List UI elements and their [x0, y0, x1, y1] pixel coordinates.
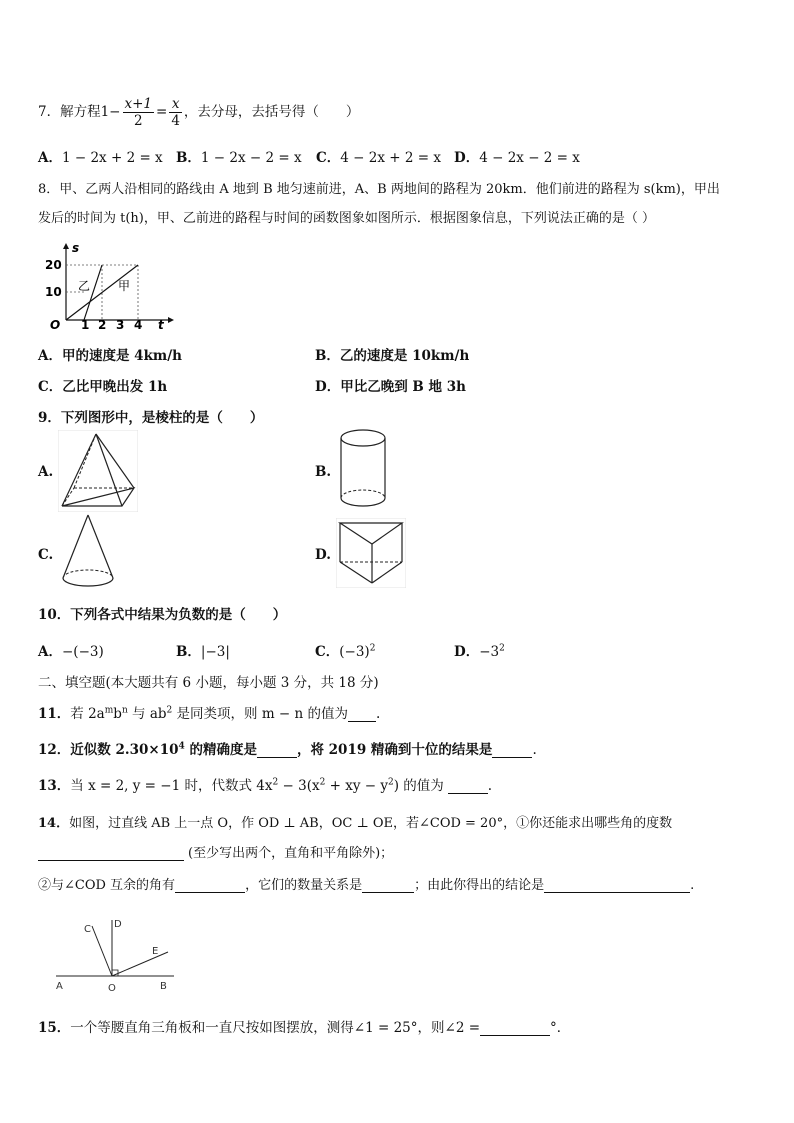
q10-stem	[38, 603, 286, 623]
q15-part2: °．	[550, 1020, 571, 1036]
q7-suffix: ，去分母，去括号得（ ）	[183, 104, 360, 120]
q9-option-a-label[interactable]: A.	[38, 464, 54, 480]
q7-option-c-label: C．	[316, 150, 341, 166]
q14-line-3	[38, 874, 694, 893]
q10-option-d-text: −3	[479, 644, 500, 660]
q8-jia-label: 甲	[118, 279, 131, 293]
q7-prefix: 解方程	[60, 104, 101, 120]
q11-part5: .	[376, 706, 381, 722]
q10-option-d-label: D．	[454, 644, 480, 660]
q11-sup-n: n	[121, 705, 128, 716]
q13-part1: 当 x = 2, y = −1 时，代数式 4x	[70, 778, 273, 794]
q10-option-b-text: |−3|	[200, 644, 230, 660]
q13-sup-b: 2	[319, 777, 326, 788]
q7-option-a[interactable]	[38, 146, 163, 166]
q12-answer-blank-1[interactable]	[257, 743, 297, 758]
q7-stem	[38, 96, 359, 129]
q8-ytick-20: 20	[45, 258, 62, 272]
q11-part2: b	[113, 706, 122, 722]
q14-answer-blank-2[interactable]	[175, 878, 245, 893]
q7-option-d[interactable]	[454, 146, 580, 166]
q7-fraction-1	[123, 96, 155, 129]
q8-s-label: s	[72, 241, 80, 255]
q12-part3: ，将 2019 精确到十位的结果是	[296, 742, 493, 758]
q13-answer-blank[interactable]	[448, 779, 488, 794]
q14-figure	[50, 912, 180, 994]
q14-line3-part-b: ，它们的数量关系是	[245, 878, 363, 893]
q9-stem-text: 下列图形中，是棱柱的是（ ）	[60, 410, 264, 426]
q7-option-a-text: 1 − 2x + 2 = x	[61, 150, 163, 166]
q11-part4: 是同类项，则 m − n 的值为	[172, 706, 349, 722]
q10-option-b[interactable]	[176, 640, 230, 660]
q13-line	[38, 774, 492, 794]
q15-part1: 一个等腰直角三角板和一直尺按如图摆放，测得∠1 = 25°，则∠2 =	[70, 1020, 481, 1036]
q15-line	[38, 1016, 570, 1036]
q10-option-c-sup: 2	[369, 643, 376, 654]
pyramid-figure	[58, 430, 138, 512]
q10-number: 10．	[38, 607, 71, 623]
q10-stem-text: 下列各式中结果为负数的是（ ）	[70, 607, 287, 623]
q7-option-a-label: A．	[38, 150, 62, 166]
q12-sup-4: 4	[178, 741, 185, 752]
q14-line3-part-d: .	[690, 878, 695, 893]
q10-option-c[interactable]	[315, 640, 375, 660]
q10-option-d[interactable]	[454, 640, 505, 660]
q13-part3: + xy − y	[325, 778, 388, 794]
q11-part3: 与 ab	[127, 706, 167, 722]
q10-option-c-text: (−3)	[339, 644, 370, 660]
q7-option-c[interactable]	[316, 146, 441, 166]
q8-yi-label: 乙	[78, 279, 91, 293]
q11-answer-blank[interactable]	[348, 707, 376, 722]
q8-option-c-text: 乙比甲晚出发 1h	[62, 379, 168, 395]
q14-line-1	[38, 812, 672, 831]
q8-option-d-label: D．	[315, 379, 341, 395]
q13-part2: − 3(x	[278, 778, 320, 794]
q7-option-b[interactable]	[176, 146, 302, 166]
q12-answer-blank-2[interactable]	[492, 743, 532, 758]
q14-answer-blank-4[interactable]	[544, 878, 690, 893]
q13-part5: .	[487, 778, 493, 794]
q7-frac1-den: 2	[133, 113, 143, 129]
q8-line-2	[38, 207, 655, 226]
q9-option-d-label[interactable]: D.	[315, 547, 331, 563]
q14-label-b: B	[160, 981, 167, 992]
q14-answer-blank-3[interactable]	[362, 878, 414, 893]
q11-part1: 若 2a	[70, 706, 105, 722]
q12-line	[38, 738, 537, 758]
q14-answer-blank-1[interactable]	[38, 846, 184, 861]
q7-option-b-text: 1 − 2x − 2 = x	[200, 150, 302, 166]
q8-option-a-label: A．	[38, 348, 62, 364]
q7-number: 7．	[38, 104, 61, 120]
q8-graph	[38, 240, 178, 332]
q14-line3-part-c: ；由此你得出的结论是	[414, 878, 545, 893]
q7-equals: =	[156, 104, 168, 120]
q9-option-c-label[interactable]: C.	[38, 547, 54, 563]
q7-frac2-den: 4	[171, 113, 180, 129]
q7-fraction-2	[169, 96, 182, 129]
q9-number: 9．	[38, 410, 61, 426]
q13-part4: ) 的值为	[393, 778, 444, 794]
q8-line-1	[38, 178, 720, 197]
section-2-title: 二、填空题(本大题共有 6 小题，每小题 3 分，共 18 分)	[38, 675, 379, 691]
q8-option-c-label: C．	[38, 379, 63, 395]
q13-sup-a: 2	[272, 777, 279, 788]
q10-option-a-label: A．	[38, 644, 62, 660]
q11-sup-m: m	[104, 705, 114, 716]
q14-label-c: C	[84, 924, 91, 935]
q14-line2-text: (至少写出两个，直角和平角除外)；	[188, 846, 394, 861]
q9-stem	[38, 406, 263, 426]
q13-sup-c: 2	[387, 777, 394, 788]
q8-origin-label: O	[50, 318, 61, 332]
q12-number: 12．	[38, 742, 71, 758]
q8-option-a[interactable]	[38, 344, 182, 364]
q10-option-c-label: C．	[315, 644, 340, 660]
q8-option-c[interactable]	[38, 375, 167, 395]
q7-frac2-num: x	[169, 96, 182, 113]
q10-option-d-sup: 2	[499, 643, 505, 654]
q13-number: 13．	[38, 778, 71, 794]
q8-option-b-label: B．	[315, 348, 340, 364]
q14-label-a: A	[56, 981, 63, 992]
q14-label-o: O	[108, 983, 116, 994]
q12-part2: 的精确度是	[184, 742, 257, 758]
q8-option-b-text: 乙的速度是 10km/h	[339, 348, 470, 364]
triangular-prism-figure	[336, 518, 406, 588]
q8-line1-text: 甲、乙两人沿相同的路线由 A 地到 B 地匀速前进，A、B 两地间的路程为 20km．他们前进的路程为 s(km)，甲出	[59, 182, 720, 197]
q10-option-a[interactable]	[38, 640, 104, 660]
q7-option-d-label: D．	[454, 150, 480, 166]
q8-xtick-1: 1	[81, 318, 90, 332]
q12-part4: .	[532, 742, 537, 758]
q11-line	[38, 702, 380, 722]
q10-option-a-text: −(−3)	[61, 644, 104, 660]
q8-option-d[interactable]	[315, 375, 466, 395]
cone-figure	[58, 512, 118, 598]
q7-frac1-num: x+1	[124, 96, 153, 112]
q7-option-b-label: B．	[176, 150, 201, 166]
q8-xtick-2: 2	[98, 318, 107, 332]
q8-line2-text: 发后的时间为 t(h)，甲、乙前进的路程与时间的函数图象如图所示．根据图象信息，下列说法正确的是（ ）	[38, 211, 656, 226]
q8-xtick-3: 3	[116, 318, 125, 332]
q8-option-a-text: 甲的速度是 4km/h	[61, 348, 182, 364]
q7-option-c-text: 4 − 2x + 2 = x	[340, 150, 441, 166]
q10-option-b-label: B．	[176, 644, 201, 660]
q8-ytick-10: 10	[45, 285, 62, 299]
q8-xtick-4: 4	[134, 318, 143, 332]
q15-number: 15．	[38, 1020, 71, 1036]
q14-line3-part-a: ②与∠COD 互余的角有	[38, 878, 176, 893]
q14-line1-text: 如图，过直线 AB 上一点 O，作 OD ⊥ AB，OC ⊥ OE，若∠COD = 20°，①你还能求出哪些角的度数	[69, 816, 673, 831]
q14-line-2	[38, 842, 393, 861]
q14-label-e: E	[152, 946, 159, 957]
q15-answer-blank[interactable]	[480, 1021, 550, 1036]
q8-option-b[interactable]	[315, 344, 469, 364]
q8-option-d-text: 甲比乙晚到 B 地 3h	[340, 379, 466, 395]
q9-option-b-label[interactable]: B.	[315, 464, 332, 480]
q7-one-minus: 1−	[100, 104, 121, 120]
q11-sup-2: 2	[166, 705, 173, 716]
q14-number: 14．	[38, 816, 70, 831]
q8-t-label: t	[158, 318, 164, 332]
q11-number: 11．	[38, 706, 71, 722]
q12-part1: 近似数 2.30×10	[70, 742, 179, 758]
q8-number: 8．	[38, 182, 60, 197]
cylinder-figure	[333, 426, 393, 514]
q7-option-d-text: 4 − 2x − 2 = x	[479, 150, 580, 166]
q14-label-d: D	[114, 919, 122, 930]
